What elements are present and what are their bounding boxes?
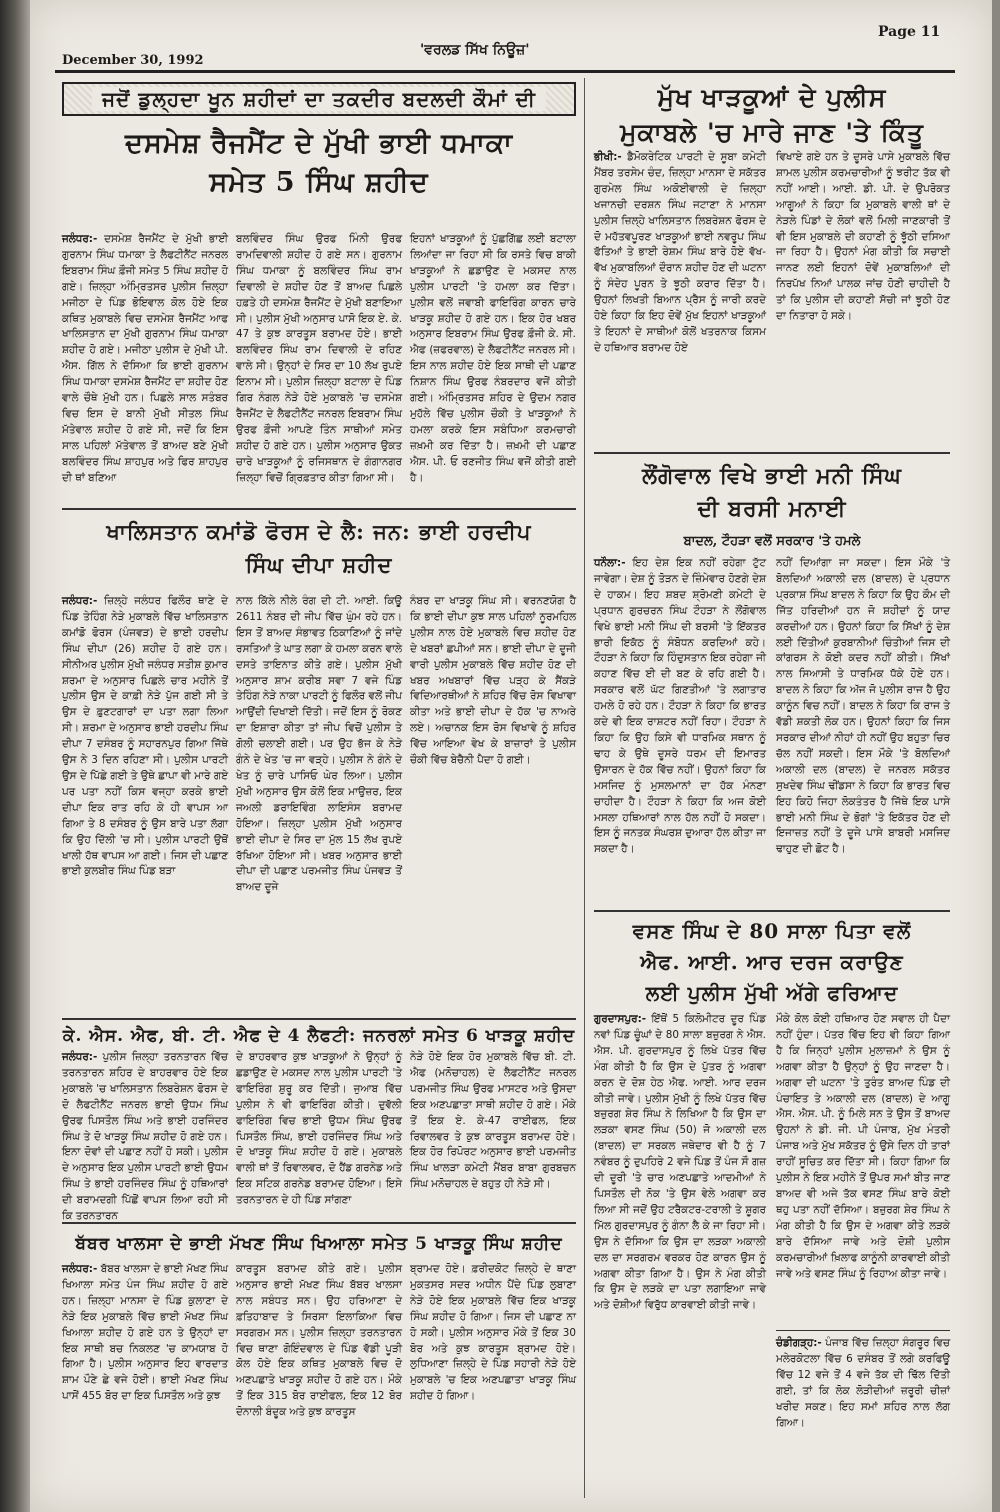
article-body: ਪੁਲੀਸ ਜ਼ਿਲ੍ਹਾ ਤਰਨਤਾਰਨ ਵਿੱਚ ਤਰਨਤਾਰਨ ਸ਼ਹਿਰ ਦੇ ਬਾਹਰਵਾਰ ਹੋਏ ਇਕ ਮੁਕਾਬਲੇ 'ਚ ਖਾਲਿਸਤਾਨ ਲਿਬਰੇਸ਼ਨ ਫੋਰਸ ਦੇ ਦੋ ਲੈਫਟੀਨੈਂਟ ਜਨਰਲ ਭਾਈ ਉਧਮ ਸਿੰਘ ਉਰਫ ਪਿਸਤੌਲ ਸਿੰਘ ਅਤੇ ਭਾਈ ਹਰਜਿੰਦਰ ਸਿੰਘ ਤੇ ਦੋ ਖਾੜਕੂ ਸਿੰਘ ਸ਼ਹੀਦ ਹੋ ਗਏ ਹਨ। ਇਨਾ ਦੋਵਾਂ ਦੀ ਪਛਾਣ ਨਹੀਂ ਹੋ ਸਕੀ। ਪੁਲੀਸ ਦੇ ਅਨੁਸਾਰ ਇਕ ਪੁਲੀਸ ਪਾਰਟੀ ਭਾਈ ਉਧਮ ਸਿੰਘ ਤੇ ਭਾਈ ਹਰਜਿੰਦਰ ਸਿੰਘ ਨੂੰ ਹਥਿਆਰਾਂ ਦੀ ਬਰਾਮਦਗੀ ਪਿੱਛੋਂ ਵਾਪਸ ਲਿਆ ਰਹੀ ਸੀ ਕਿ ਤਰਨਤਾਰਨ bbox=[62, 1051, 228, 1223]
article-body: ਬ੍ਰਾਮਦ ਹੋਏ। ਫ਼ਰੀਦਕੋਟ ਜ਼ਿਲ੍ਹੇ ਦੇ ਥਾਣਾ ਮੁਕਤਸਰ ਸਦਰ ਅਧੀਨ ਪੈਂਦੇ ਪਿੰਡ ਲੁਬਾਣਾ ਨੇੜੇ ਹੋਏ ਇਕ ਮੁਕਾਬਲੇ ਵਿੱਚ ਇਕ ਖਾੜਕੂ ਸਿੰਘ ਸ਼ਹੀਦ ਹੋ ਗਿਆ। ਜਿਸ ਦੀ ਪਛਾਣ ਨਾ ਹੋ ਸਕੀ। ਪੁਲੀਸ ਅਨੁਸਾਰ ਮੌਕੇ ਤੋਂ ਇਕ 30 ਬੋਰ ਅਤੇ ਕੁਝ ਕਾਰਤੂਸ ਬ੍ਰਾਮਦ ਹੋਏ। ਲੁਧਿਆਣਾ ਜ਼ਿਲ੍ਹੇ ਦੇ ਪਿੰਡ ਸਹਾਰੀ ਨੇੜੇ ਹੋਏ ਮੁਕਾਬਲੇ 'ਚ ਇਕ ਅਣਪਛਾਤਾ ਖਾੜਕੂ ਸਿੰਘ ਸ਼ਹੀਦ ਹੋ ਗਿਆ। bbox=[410, 1263, 576, 1403]
article-column bbox=[594, 150, 766, 480]
dateline: ਜਲੰਧਰ:- bbox=[62, 595, 98, 607]
dateline: ਧਨੌਲਾ:- bbox=[594, 557, 626, 569]
headline-line: ਲੌਂਗੋਵਾਲ ਵਿਖੇ ਭਾਈ ਮਨੀ ਸਿੰਘ bbox=[642, 463, 902, 489]
section-rule bbox=[594, 452, 950, 454]
article-body: ਵਿਖਾਏ ਗਏ ਹਨ ਤੇ ਦੂਸਰੇ ਪਾਸੇ ਮੁਕਾਬਲੇ ਵਿੱਚ ਸ਼ਾਮਲ ਪੁਲੀਸ ਕਰਮਚਾਰੀਆਂ ਨੂੰ ਝਰੀਟ ਤੱਕ ਵੀ ਨਹੀਂ ਆਈ। ਆਈ. ਡੀ. ਪੀ. ਦੇ ਉਪਰੋਕਤ ਆਗੂਆਂ ਨੇ ਕਿਹਾ ਕਿ ਮੁਕਾਬਲੇ ਵਾਲੀ ਥਾਂ ਦੇ ਨੇੜਲੇ ਪਿੰਡਾਂ ਦੇ ਲੋਕਾਂ ਵਲੋਂ ਮਿਲੀ ਜਾਣਕਾਰੀ ਤੋਂ ਵੀ ਇਸ ਮੁਕਾਬਲੇ ਦੀ ਕਹਾਣੀ ਨੂੰ ਝੂੱਠੀ ਦਸਿਆ ਜਾ ਰਿਹਾ ਹੈ। ਉਹਨਾਂ ਮੰਗ ਕੀਤੀ ਕਿ ਸਚਾਈ ਜਾਨਣ ਲਈ ਇਹਨਾਂ ਦੋਵੇਂ ਮੁਕਾਬਲਿਆਂ ਦੀ ਨਿਰਪੱਖ ਨਿਆਂ ਪਾਲਕ ਜਾਂਚ ਹੋਣੀ ਚਾਹੀਦੀ ਹੈ ਤਾਂ ਕਿ ਪੁਲੀਸ ਦੀ ਕਹਾਣੀ ਸੱਚੀ ਜਾਂ ਝੂਠੀ ਹੋਣ ਦਾ ਨਿਤਾਰਾ ਹੋ ਸਕੇ। bbox=[776, 151, 950, 323]
article-column bbox=[62, 1262, 228, 1472]
article-column bbox=[236, 1262, 402, 1472]
article-subheadline: ਬਾਦਲ, ਟੌਹੜਾ ਵਲੋਂ ਸਰਕਾਰ 'ਤੇ ਹਮਲੇ bbox=[683, 534, 861, 549]
binding-edge bbox=[0, 0, 30, 1512]
article-body: ਦੇ ਬਾਹਰਵਾਰ ਕੁਝ ਖਾੜਕੂਆਂ ਨੇ ਉਨ੍ਹਾਂ ਨੂੰ ਛਡਾਉਣ ਦੇ ਮਕਸਦ ਨਾਲ ਪੁਲੀਸ ਪਾਰਟੀ 'ਤੇ ਫਾਇਰਿੰਗ ਸ਼ੁਰੂ ਕਰ ਦਿੱਤੀ। ਜੁਆਬ ਵਿੱਚ ਪੁਲੀਸ ਨੇ ਵੀ ਫਾਇਰਿੰਗ ਕੀਤੀ। ਦੁਵੱਲੀ ਫਾਇਰਿੰਗ ਵਿਚ ਭਾਈ ਉਧਮ ਸਿੰਘ ਉਰਫ ਪਿਸਤੌਲ ਸਿੰਘ, ਭਾਈ ਹਰਜਿੰਦਰ ਸਿੰਘ ਅਤੇ ਦੋ ਖਾੜਕੂ ਸਿੰਘ ਸ਼ਹੀਦ ਹੋ ਗਏ। ਮੁਕਾਬਲੇ ਵਾਲੀ ਥਾਂ ਤੋਂ ਰਿਵਾਲਵਰ, ਦੋ ਹੈਂਡ ਗਰਨੇਡ ਅਤੇ ਇਕ ਸਟਿਕ ਗਰਨੇਡ ਬਰਾਮਦ ਹੋਇਆ। ਇਸੇ ਤਰਨਤਾਰਨ ਦੇ ਹੀ ਪਿੰਡ ਸਾਂਗਣਾ bbox=[236, 1051, 402, 1207]
article-headline bbox=[62, 124, 576, 202]
article-column bbox=[62, 1050, 228, 1223]
article-body: ਬੱਬਰ ਖਾਲਸਾ ਦੇ ਭਾਈ ਮੱਖਣ ਸਿੰਘ ਖਿਆਲਾ ਸਮੇਤ ਪੰਜ ਸਿੰਘ ਸ਼ਹੀਦ ਹੋ ਗਏ ਹਨ। ਜ਼ਿਲ੍ਹਾ ਮਾਨਸਾ ਦੇ ਪਿੰਡ ਕੁਲਾਣਾ ਦੇ ਨੇੜੇ ਇਕ ਮੁਕਾਬਲੇ ਵਿੱਚ ਭਾਈ ਮੱਖਣ ਸਿੰਘ ਖਿਆਲਾ ਸ਼ਹੀਦ ਹੋ ਗਏ ਹਨ ਤੇ ਉਨ੍ਹਾਂ ਦਾ ਇਕ ਸਾਥੀ ਬਚ ਨਿਕਲਣ 'ਚ ਕਾਮਯਾਬ ਹੋ ਗਿਆ ਹੈ। ਪੁਲੀਸ ਅਨੁਸਾਰ ਇਹ ਵਾਰਦਾਤ ਸ਼ਾਮ ਪੌਣੇ ਛੇ ਵਜੇ ਹੋਈ। ਭਾਈ ਮੱਖਣ ਸਿੰਘ ਪਾਸੋਂ 455 ਬੋਰ ਦਾ ਇਕ ਪਿਸਤੌਲ ਅਤੇ ਕੁਝ bbox=[62, 1263, 228, 1403]
article-headline: ਕੇ. ਐਸ. ਐਫ, ਬੀ. ਟੀ. ਐਫ ਦੇ 4 ਲੈਫਟੀ: ਜਨਰਲਾਂ ਸਮੇਤ 6 ਖਾੜਕੂ ਸ਼ਹੀਦ bbox=[62, 1026, 576, 1046]
headline-line: ਦੀ ਬਰਸੀ ਮਨਾਈ bbox=[697, 496, 847, 522]
article-body: ਕਾਰਤੂਸ ਬਰਾਮਦ ਕੀਤੇ ਗਏ। ਪੁਲੀਸ ਅਨੁਸਾਰ ਭਾਈ ਮੱਖਣ ਸਿੰਘ ਬੱਬਰ ਖਾਲਸਾ ਨਾਲ ਸਬੰਧਤ ਸਨ। ਉਹ ਹਰਿਆਣਾ ਦੇ ਫ਼ਤਿਹਾਬਾਦ ਤੇ ਸਿਰਸਾ ਇਲਾਕਿਆ ਵਿਚ ਸਰਗਰਮ ਸਨ। ਪੁਲੀਸ ਜ਼ਿਲ੍ਹਾ ਤਰਨਤਾਰਨ ਵਿਚ ਥਾਣਾ ਗੋਇੰਦਵਾਲ ਦੇ ਪਿੰਡ ਵੱਡੀ ਪੂੜੀ ਕੋਲ ਹੋਏ ਇਕ ਕਥਿਤ ਮੁਕਾਬਲੇ ਵਿਚ ਦੋ ਅਣਪਛਾਤੇ ਖਾੜਕੂ ਸ਼ਹੀਦ ਹੋ ਗਏ ਹਨ। ਮੌਕੇ ਤੋਂ ਇਕ 315 ਬੋਰ ਰਾਈਫਲ, ਇਕ 12 ਬੋਰ ਦੋਨਾਲੀ ਬੰਦੂਕ ਅਤੇ ਕੁਝ ਕਾਰਤੂਸ bbox=[236, 1263, 402, 1419]
section-banner bbox=[62, 82, 576, 116]
article-headline: ਬੱਬਰ ਖਾਲਸਾ ਦੇ ਭਾਈ ਮੱਖਣ ਸਿੰਘ ਖਿਆਲਾ ਸਮੇਤ 5 ਖਾੜਕੂ ਸਿੰਘ ਸ਼ਹੀਦ bbox=[75, 1234, 563, 1254]
article-body: ਇੱਥੋਂ 5 ਕਿਲੋਮੀਟਰ ਦੂਰ ਪਿੰਡ ਨਵਾਂ ਪਿੰਡ ਚੂੰਘਾਂ ਦੇ 80 ਸਾਲਾ ਬਜ਼ੁਰਗ ਨੇ ਐਸ. ਐਸ. ਪੀ. ਗੁਰਦਾਸਪੁਰ ਨੂੰ ਲਿਖੇ ਪੱਤਰ ਵਿੱਚ ਮੰਗ ਕੀਤੀ ਹੈ ਕਿ ਉਸ ਦੇ ਪੁੱਤਰ ਨੂੰ ਅਗਵਾ ਕਰਨ ਦੇ ਦੋਸ਼ ਹੇਠ ਐਫ. ਆਈ. ਆਰ ਦਰਜ ਕੀਤੀ ਜਾਵੇ। ਪੁਲੀਸ ਮੁੱਖੀ ਨੂੰ ਲਿਖੇ ਪੱਤਰ ਵਿੱਚ ਬਜ਼ੁਰਗ ਸ਼ੇਰ ਸਿੰਘ ਨੇ ਲਿਖਿਆ ਹੈ ਕਿ ਉਸ ਦਾ ਲੜਕਾ ਵਸਣ ਸਿੰਘ (50) ਜੋ ਅਕਾਲੀ ਦਲ (ਬਾਦਲ) ਦਾ ਸਰਕਲ ਜਥੇਦਾਰ ਵੀ ਹੈ ਨੂੰ 7 ਨਵੰਬਰ ਨੂੰ ਦੁਪਹਿਰੇ 2 ਵਜੇ ਪਿੰਡ ਤੋਂ ਪੰਜ ਸੌ ਗਜ਼ ਦੀ ਦੂਰੀ 'ਤੇ ਚਾਰ ਅਣਪਛਾਤੇ ਆਦਮੀਆਂ ਨੇ ਪਿਸਤੌਲ ਦੀ ਨੋਕ 'ਤੇ ਉਸ ਵੇਲੇ ਅਗਵਾ ਕਰ ਲਿਆ ਸੀ ਜਦੋਂ ਉਹ ਟਰੈਕਟਰ-ਟਰਾਲੀ ਤੇ ਸ਼ੂਗਰ ਮਿੱਲ ਗੁਰਦਾਸਪੁਰ ਨੂੰ ਗੰਨਾ ਲੈ ਕੇ ਜਾ ਰਿਹਾ ਸੀ। ਉਸ ਨੇ ਦੱਸਿਆ ਕਿ ਉਸ ਦਾ ਲੜਕਾ ਅਕਾਲੀ ਦਲ ਦਾ ਸਰਗਰਮ ਵਰਕਰ ਹੋਣ ਕਾਰਨ ਉਸ ਨੂੰ ਅਗਵਾ ਕੀਤਾ ਗਿਆ ਹੈ। ਉਸ ਨੇ ਮੰਗ ਕੀਤੀ ਕਿ ਉਸ ਦੇ ਲੜਕੇ ਦਾ ਪਤਾ ਲਗਾਇਆ ਜਾਵੇ ਅਤੇ ਦੋਸ਼ੀਆਂ ਵਿਰੁੱਧ ਕਾਰਵਾਈ ਕੀਤੀ ਜਾਵੇ। bbox=[594, 1013, 766, 1312]
article-column bbox=[62, 594, 228, 1012]
header-rule bbox=[55, 70, 955, 73]
article-column bbox=[594, 556, 766, 906]
dateline: ਜਲੰਧਰ:- bbox=[62, 233, 98, 245]
article-column bbox=[62, 232, 228, 502]
article-column bbox=[776, 150, 950, 480]
headline-line: ਲਈ ਪੁਲੀਸ ਮੁੱਖੀ ਅੱਗੇ ਫਰਿਆਦ bbox=[645, 981, 899, 1005]
section-rule bbox=[62, 1018, 576, 1020]
article-column bbox=[236, 594, 402, 1012]
section-rule bbox=[776, 1330, 950, 1331]
article-body: ਨੰਬਰ ਦਾ ਖਾੜਕੂ ਸਿੰਘ ਸੀ। ਵਰਨਣਯੋਗ ਹੈ ਕਿ ਭਾਈ ਦੀਪਾ ਕੁਝ ਸਾਲ ਪਹਿਲਾਂ ਨੂਰਮਹਿਲ ਪੁਲੀਸ ਨਾਲ ਹੋਏ ਮੁਕਾਬਲੇ ਵਿਚ ਸ਼ਹੀਦ ਹੋਣ ਦੇ ਖਬਰਾਂ ਛਪੀਆਂ ਸਨ। ਭਾਈ ਦੀਪਾ ਦੇ ਦੂਜੀ ਵਾਰੀ ਪੁਲੀਸ ਮੁਕਾਬਲੇ ਵਿੱਚ ਸ਼ਹੀਦ ਹੋਣ ਦੀ ਖਬਰ ਅਖਬਾਰਾਂ ਵਿੱਚ ਪੜ੍ਹ ਕੇ ਸੈਂਕੜੇ ਵਿਦਿਆਰਥੀਆਂ ਨੇ ਸ਼ਹਿਰ ਵਿੱਚ ਰੋਸ ਵਿਖਾਵਾ ਕੀਤਾ ਅਤੇ ਭਾਈ ਦੀਪਾ ਦੇ ਹੱਕ 'ਚ ਨਾਅਰੇ ਲਏ। ਅਚਾਨਕ ਇਸ ਰੋਸ ਵਿਖਾਵੇ ਨੂੰ ਸ਼ਹਿਰ ਵਿੱਚ ਆਇਆ ਵੇਖ ਕੇ ਬਾਜ਼ਾਰਾਂ ਤੇ ਪੁਲੀਸ ਚੌਕੀ ਵਿੱਚ ਬੇਚੈਨੀ ਪੈਦਾ ਹੋ ਗਈ। bbox=[410, 595, 576, 767]
article-headline bbox=[594, 916, 950, 1009]
article-body: ਡੈਮੋਕਰੇਟਿਕ ਪਾਰਟੀ ਦੇ ਸੂਬਾ ਕਮੇਟੀ ਮੈਂਬਰ ਤਰਸੇਮ ਚੰਦ, ਜ਼ਿਲ੍ਹਾ ਮਾਨਸਾ ਦੇ ਸਕੱਤਰ ਗੁਰਮੇਲ ਸਿੰਘ ਅਕੋਈਵਾਲੀ ਦੇ ਜ਼ਿਲ੍ਹਾ ਖਜਾਨਚੀ ਦਰਸ਼ਨ ਸਿੰਘ ਜਟਾਣਾ ਨੇ ਮਾਨਸਾ ਪੁਲੀਸ ਜ਼ਿਲ੍ਹੇ ਖਾਲਿਸਤਾਨ ਲਿਬਰੇਸ਼ਨ ਫੋਰਸ ਦੇ ਦੋ ਮਹੱਤਵਪੂਰਣ ਖਾੜਕੂਆਂ ਭਾਈ ਨਵਰੂਪ ਸਿੰਘ ਫੱਤਿਆਂ ਤੇ ਭਾਈ ਰੇਸ਼ਮ ਸਿੰਘ ਬਾਰੇ ਹੋਏ ਵੱਖ-ਵੱਖ ਮੁਕਾਬਲਿਆਂ ਦੌਰਾਨ ਸ਼ਹੀਦ ਹੋਣ ਦੀ ਘਟਨਾ ਨੂੰ ਸੰਦੇਹ ਪੂਰਨ ਤੇ ਝੂਠੀ ਕਰਾਰ ਦਿੱਤਾ ਹੈ। ਉਹਨਾਂ ਲਿਖਤੀ ਬਿਆਨ ਪ੍ਰੈਸ ਨੂੰ ਜਾਰੀ ਕਰਦੇ ਹੋਏ ਕਿਹਾ ਕਿ ਇਹ ਦੋਵੇਂ ਮੁੱਖ ਇਹਨਾਂ ਖਾੜਕੂਆਂ ਤੇ ਇਹਨਾਂ ਦੇ ਸਾਥੀਆਂ ਕੋਲੋਂ ਖਤਰਨਾਕ ਕਿਸਮ ਦੇ ਹਥਿਆਰ ਬਰਾਮਦ ਹੋਏ bbox=[594, 151, 766, 354]
article-headline bbox=[62, 516, 576, 581]
article-column bbox=[410, 232, 576, 502]
headline-line: ਸਿੰਘ ਦੀਪਾ ਸ਼ਹੀਦ bbox=[245, 551, 393, 577]
article-body: ਨਹੀਂ ਦਿਆਂਗਾ ਜਾ ਸਕਦਾ। ਇਸ ਮੌਕੇ 'ਤੇ ਬੋਲਦਿਆਂ ਅਕਾਲੀ ਦਲ (ਬਾਦਲ) ਦੇ ਪ੍ਰਧਾਨ ਪ੍ਰਕਾਸ਼ ਸਿੰਘ ਬਾਦਲ ਨੇ ਕਿਹਾ ਕਿ ਉਹ ਕੌਮ ਦੀ ਜਿੱਤ ਹਰਿਦੀਆਂ ਹਨ ਜੋ ਸ਼ਹੀਦਾਂ ਨੂੰ ਯਾਦ ਕਰਦੀਆਂ ਹਨ। ਉਹਨਾਂ ਕਿਹਾ ਕਿ ਸਿੱਖਾਂ ਨੂੰ ਦੇਸ਼ ਲਈ ਦਿੱਤੀਆਂ ਕੁਰਬਾਨੀਆਂ ਚਿੰਤੀਆਂ ਜਿਸ ਦੀ ਕਾਂਗਰਸ ਨੇ ਕੋਈ ਕਦਰ ਨਹੀਂ ਕੀਤੀ। ਸਿੱਖਾਂ ਨਾਲ ਸਿਆਸੀ ਤੇ ਧਾਰਮਿਕ ਧੱਕੇ ਹੋਏ ਹਨ। ਬਾਦਲ ਨੇ ਕਿਹਾ ਕਿ ਅੱਜ ਜੋ ਪੁਲੀਸ ਰਾਜ ਹੈ ਉਹ ਕਾਨੂੰਨ ਵਿਚ ਨਹੀਂ। ਬਾਦਲ ਨੇ ਕਿਹਾ ਕਿ ਰਾਜ ਤੇ ਵੱਡੀ ਸ਼ਕਤੀ ਲੋਕ ਹਨ। ਉਹਨਾਂ ਕਿਹਾ ਕਿ ਜਿਸ ਸਰਕਾਰ ਦੀਆਂ ਨੀਹਾਂ ਹੀ ਨਹੀਂ ਉਹ ਬਹੁਤਾ ਚਿਰ ਚੱਲ ਨਹੀਂ ਸਕਦੀ। ਇਸ ਮੌਕੇ 'ਤੇ ਬੋਲਦਿਆਂ ਅਕਾਲੀ ਦਲ (ਬਾਦਲ) ਦੇ ਜਨਰਲ ਸਕੱਤਰ ਸੁਖਦੇਵ ਸਿੰਘ ਢੀਂਡਸਾ ਨੇ ਕਿਹਾ ਕਿ ਭਾਰਤ ਵਿਚ ਇਹ ਕਿਹੋ ਜਿਹਾ ਲੋਕਤੰਤਰ ਹੈ ਜਿੱਥੇ ਇਕ ਪਾਸੇ ਭਾਈ ਮਨੀ ਸਿੰਘ ਦੇ ਭੋਗਾਂ 'ਤੇ ਇਕੱਤਰ ਹੋਣ ਦੀ ਇਜਾਜ਼ਤ ਨਹੀਂ ਤੇ ਦੂਜੇ ਪਾਸੇ ਬਾਬਰੀ ਮਸਜਿਦ ਢਾਹੁਣ ਦੀ ਛੋਟ ਹੈ। bbox=[776, 557, 950, 856]
headline-line: ਸਮੇਤ 5 ਸਿੰਘ ਸ਼ਹੀਦ bbox=[209, 167, 429, 199]
masthead-title: 'ਵਰਲਡ ਸਿੱਖ ਨਿਊਜ਼' bbox=[420, 42, 530, 58]
article-column bbox=[236, 1050, 402, 1210]
article-column bbox=[776, 1012, 950, 1324]
headline-line: ਮੁੱਖ ਖਾੜਕੂਆਂ ਦੇ ਪੁਲੀਸ bbox=[657, 83, 887, 112]
article-column bbox=[410, 1050, 576, 1210]
headline-line: ਵਸਣ ਸਿੰਘ ਦੇ 80 ਸਾਲਾ ਪਿਤਾ ਵਲੋਂ bbox=[632, 919, 912, 943]
dateline: ਜਲੰਧਰ:- bbox=[62, 1051, 98, 1063]
article-malerkotla-curfew bbox=[776, 1336, 950, 1472]
headline-line: ਮੁਕਾਬਲੇ 'ਚ ਮਾਰੇ ਜਾਣ 'ਤੇ ਕਿੰਤੂ bbox=[620, 118, 924, 147]
section-rule bbox=[594, 910, 950, 912]
headline-line: ਖਾਲਿਸਤਾਨ ਕਮਾਂਡੋ ਫੋਰਸ ਦੇ ਲੈ: ਜਨ: ਭਾਈ ਹਰਦੀਪ bbox=[106, 519, 532, 544]
article-column bbox=[236, 232, 402, 502]
dateline: ਚੰਡੀਗੜ੍ਹ:- bbox=[776, 1337, 822, 1349]
issue-date: December 30, 1992 bbox=[62, 53, 204, 68]
section-rule bbox=[62, 508, 576, 510]
article-column bbox=[410, 594, 576, 1012]
headline-line: ਐਫ. ਆਈ. ਆਰ ਦਰਜ ਕਰਾਉਣ bbox=[640, 950, 904, 974]
dateline: ਭੀਖੀ:- bbox=[594, 151, 622, 163]
article-column bbox=[410, 1262, 576, 1472]
article-body: ਨਾਲ ਕਿੱਲੇ ਨੀਲੇ ਰੰਗ ਦੀ ਟੀ. ਆਈ. ਕਿਊ 2611 ਨੰਬਰ ਦੀ ਜੀਪ ਵਿੱਚ ਘੁੰਮ ਰਹੇ ਹਨ। ਇਸ ਤੋਂ ਬਾਅਦ ਸੰਭਾਵਤ ਠਿਕਾਣਿਆਂ ਨੂੰ ਜਾਂਦੇ ਰਸਤਿਆਂ ਤੇ ਘਾਤ ਲਗਾ ਕੇ ਹਮਲਾ ਕਰਨ ਵਾਲੇ ਦਸਤੇ ਤਾਇਨਾਤ ਕੀਤੇ ਗਏ। ਪੁਲੀਸ ਮੁੱਖੀ ਅਨੁਸਾਰ ਸ਼ਾਮ ਕਰੀਬ ਸਵਾ 7 ਵਜੇ ਪਿੰਡ ਤੇਹਿੰਗ ਨੇੜੇ ਨਾਕਾ ਪਾਰਟੀ ਨੂੰ ਫਿਲੌਰ ਵਲੋਂ ਜੀਪ ਆਉਂਦੀ ਦਿਖਾਈ ਦਿੱਤੀ। ਜਦੋਂ ਇਸ ਨੂੰ ਰੋਕਣ ਦਾ ਇਸ਼ਾਰਾ ਕੀਤਾ ਤਾਂ ਜੀਪ ਵਿਚੋਂ ਪੁਲੀਸ ਤੇ ਗੋਲੀ ਚਲਾਈ ਗਈ। ਪਰ ਉਹ ਭੱਜ ਕੇ ਨੇੜੇ ਗੰਨੇ ਦੇ ਖੇਤ 'ਚ ਜਾ ਵੜ੍ਹੇ। ਪੁਲੀਸ ਨੇ ਗੰਨੇ ਦੇ ਖੇਤ ਨੂੰ ਚਾਰੇ ਪਾਸਿਓ ਘੇਰ ਲਿਆ। ਪੁਲੀਸ ਮੁੱਖੀ ਅਨੁਸਾਰ ਉਸ ਕੋਲੋਂ ਇਕ ਮਾਉਜ਼ਰ, ਇਕ ਜਅਲੀ ਡਰਾਇਵਿੰਗ ਲਾਇਸੰਸ ਬਰਾਮਦ ਹੋਇਆ। ਜ਼ਿਲ੍ਹਾ ਪੁਲੀਸ ਮੁੱਖੀ ਅਨੁਸਾਰ ਭਾਈ ਦੀਪਾ ਦੇ ਸਿਰ ਦਾ ਮੁੱਲ 15 ਲੱਖ ਰੁਪਏ ਰੱਖਿਆ ਹੋਇਆ ਸੀ। ਖਬਰ ਅਨੁਸਾਰ ਭਾਈ ਦੀਪਾ ਦੀ ਪਛਾਣ ਪਰਮਜੀਤ ਸਿੰਘ ਪੰਜਵੜ ਤੋਂ ਬਾਅਦ ਦੂਜੇ bbox=[236, 595, 402, 894]
article-headline bbox=[594, 80, 950, 150]
banner-text: ਜਦੋਂ ਡੁਲ੍ਹਦਾ ਖੂਨ ਸ਼ਹੀਦਾਂ ਦਾ ਤਕਦੀਰ ਬਦਲਦੀ ਕੌਮਾਂ ਦੀ bbox=[92, 87, 546, 111]
article-column bbox=[594, 1012, 766, 1472]
article-body: ਨੇੜੇ ਹੋਏ ਇਕ ਹੋਰ ਮੁਕਾਬਲੇ ਵਿੱਚ ਬੀ. ਟੀ. ਐਫ (ਮਨੋਚਾਹਲ) ਦੇ ਲੈਫਟੀਨੈਂਟ ਜਨਰਲ ਪਰਮਜੀਤ ਸਿੰਘ ਉਰਫ ਮਾਸਟਰ ਅਤੇ ਉਸਦਾ ਇਕ ਅਣਪਛਾਤਾ ਸਾਥੀ ਸ਼ਹੀਦ ਹੋ ਗਏ। ਮੌਕੇ ਤੋਂ ਇਕ ਏ. ਕੇ-47 ਰਾਈਫਲ, ਇਕ ਰਿਵਾਲਵਰ ਤੇ ਕੁਝ ਕਾਰਤੂਸ ਬਰਾਮਦ ਹੋਏ। ਇਕ ਹੋਰ ਰਿਪੋਰਟ ਅਨੁਸਾਰ ਭਾਈ ਪਰਮਜੀਤ ਸਿੰਘ ਖਾਲੜਾ ਕਮੇਟੀ ਮੈਂਬਰ ਬਾਬਾ ਗੁਰਬਚਨ ਸਿੰਘ ਮਨੋਚਾਹਲ ਦੇ ਬਹੁਤ ਹੀ ਨੇੜੇ ਸੀ। bbox=[410, 1051, 576, 1191]
article-body: ਮੌਕੇ ਕੋਲ ਕੋਈ ਹਥਿਆਰ ਹੋਣ ਸਵਾਲ ਹੀ ਪੈਦਾ ਨਹੀਂ ਹੁੰਦਾ। ਪੱਤਰ ਵਿੱਚ ਇਹ ਵੀ ਕਿਹਾ ਗਿਆ ਹੈ ਕਿ ਜਿਨ੍ਹਾਂ ਪੁਲੀਸ ਮੁਲਾਜ਼ਮਾਂ ਨੇ ਉਸ ਨੂੰ ਅਗਵਾ ਕੀਤਾ ਹੈ ਉਨ੍ਹਾਂ ਨੂੰ ਉਹ ਜਾਣਦਾ ਹੈ। ਅਗਵਾ ਦੀ ਘਟਨਾ 'ਤੇ ਤੁਰੰਤ ਬਾਅਦ ਪਿੰਡ ਦੀ ਪੰਚਾਇਤ ਤੇ ਅਕਾਲੀ ਦਲ (ਬਾਦਲ) ਦੇ ਆਗੂ ਐਸ. ਐਸ. ਪੀ. ਨੂੰ ਮਿਲੇ ਸਨ ਤੇ ਉਸ ਤੋਂ ਬਾਅਦ ਉਹਨਾਂ ਨੇ ਡੀ. ਜੀ. ਪੀ ਪੰਜਾਬ, ਮੁੱਖ ਮੰਤਰੀ ਪੰਜਾਬ ਅਤੇ ਮੁੱਖ ਸਕੱਤਰ ਨੂੰ ਉਸੇ ਦਿਨ ਹੀ ਤਾਰਾਂ ਰਾਹੀਂ ਸੂਚਿਤ ਕਰ ਦਿੱਤਾ ਸੀ। ਕਿਹਾ ਗਿਆ ਕਿ ਪੁਲੀਸ ਨੇ ਇਕ ਮਹੀਨੇ ਤੋਂ ਉਪਰ ਸਮਾਂ ਬੀਤ ਜਾਣ ਬਾਅਦ ਵੀ ਅਜੇ ਤੱਕ ਵਸਣ ਸਿੰਘ ਬਾਰੇ ਕੋਈ ਥਹੁ ਪਤਾ ਨਹੀਂ ਦੱਸਿਆ। ਬਜ਼ੁਰਗ ਸ਼ੇਰ ਸਿੰਘ ਨੇ ਮੰਗ ਕੀਤੀ ਹੈ ਕਿ ਉਸ ਦੇ ਅਗਵਾ ਕੀਤੇ ਲੜਕੇ ਬਾਰੇ ਦੱਸਿਆ ਜਾਵੇ ਅਤੇ ਦੋਸ਼ੀ ਪੁਲੀਸ ਕਰਮਚਾਰੀਆਂ ਖ਼ਿਲਾਫ ਕਾਨੂੰਨੀ ਕਾਰਵਾਈ ਕੀਤੀ ਜਾਵੇ ਅਤੇ ਵਸਣ ਸਿੰਘ ਨੂੰ ਰਿਹਾਅ ਕੀਤਾ ਜਾਵੇ। bbox=[776, 1013, 950, 1280]
article-body: ਇਹ ਦੇਸ਼ ਇਕ ਨਹੀਂ ਰਹੇਗਾ ਟੁੱਟ ਜਾਵੇਗਾ। ਦੇਸ਼ ਨੂੰ ਤੋੜਨ ਦੇ ਜ਼ਿੰਮੇਵਾਰ ਹੋਣਗੇ ਦੇਸ਼ ਦੇ ਹਾਕਮ। ਇਹ ਸ਼ਬਦ ਸ਼੍ਰੋਮਣੀ ਕਮੇਟੀ ਦੇ ਪ੍ਰਧਾਨ ਗੁਰਚਰਨ ਸਿੰਘ ਟੌਹੜਾ ਨੇ ਲੌਂਗੋਵਾਲ ਵਿਖੇ ਭਾਈ ਮਨੀ ਸਿੰਘ ਦੀ ਬਰਸੀ 'ਤੇ ਇੱਕਤਰ ਭਾਰੀ ਇਕੱਠ ਨੂੰ ਸੰਬੋਧਨ ਕਰਦਿਆਂ ਕਹੇ। ਟੌਹੜਾ ਨੇ ਕਿਹਾ ਕਿ ਹਿੰਦੁਸਤਾਨ ਇਕ ਰਹੇਗਾ ਜੀ ਕਹਾਣ ਵਿੱਚ ਈ ਦੀ ਬਣ ਕੇ ਰਹਿ ਗਈ ਹੈ। ਸਰਕਾਰ ਵਲੋਂ ਘੱਟ ਗਿਣਤੀਆਂ 'ਤੇ ਲਗਾਤਾਰ ਹਮਲੇ ਹੋ ਰਹੇ ਹਨ। ਟੌਹੜਾ ਨੇ ਕਿਹਾ ਕਿ ਭਾਰਤ ਕਦੇ ਵੀ ਇਕ ਰਾਸ਼ਟਰ ਨਹੀਂ ਰਿਹਾ। ਟੌਹੜਾ ਨੇ ਕਿਹਾ ਕਿ ਉਹ ਕਿਸੇ ਵੀ ਧਾਰਮਿਕ ਸਥਾਨ ਨੂੰ ਢਾਹ ਕੇ ਉਥੇ ਦੂਸਰੇ ਧਰਮ ਦੀ ਇਮਾਰਤ ਉਸਾਰਨ ਦੇ ਹੱਕ ਵਿੱਚ ਨਹੀਂ। ਉਹਨਾਂ ਕਿਹਾ ਕਿ ਮਸਜਿਦ ਨੂੰ ਮੁਸਲਮਾਨਾਂ ਦਾ ਹੱਕ ਮੰਨਣਾ ਚਾਹੀਦਾ ਹੈ। ਟੌਹੜਾ ਨੇ ਕਿਹਾ ਕਿ ਅਜ ਕੋਈ ਮਸਲਾ ਹਥਿਆਰਾਂ ਨਾਲ ਹੱਲ ਨਹੀਂ ਹੋ ਸਕਦਾ। ਇਸ ਨੂੰ ਜਨਤਕ ਸੰਘਰਸ਼ ਦੁਆਰਾ ਹੱਲ ਕੀਤਾ ਜਾ ਸਕਦਾ ਹੈ। bbox=[594, 557, 766, 856]
article-body: ਪੰਜਾਬ ਵਿੱਚ ਜ਼ਿਲ੍ਹਾ ਸੰਗਰੂਰ ਵਿਚ ਮਲੇਰਕੋਟਲਾ ਵਿੱਚ 6 ਦਸੰਬਰ ਤੋਂ ਲਗੇ ਕਰਫਿਊ ਵਿੱਚ 12 ਵਜੇ ਤੋਂ 4 ਵਜੇ ਤੱਕ ਦੀ ਢਿੱਲ ਦਿੱਤੀ ਗਈ, ਤਾਂ ਕਿ ਲੋਕ ਲੋੜੀਦੀਆਂ ਜ਼ਰੂਰੀ ਚੀਜ਼ਾਂ ਖਰੀਦ ਸਕਣ। ਇਹ ਸਮਾਂ ਸ਼ਹਿਰ ਨਾਲ ਲੱਗ ਗਿਆ। bbox=[776, 1337, 950, 1429]
article-body: ਇਹਨਾਂ ਖਾੜਕੂਆਂ ਨੂੰ ਪੁੱਛਗਿੱਛ ਲਈ ਬਟਾਲਾ ਲਿਆਂਦਾ ਜਾ ਰਿਹਾ ਸੀ ਕਿ ਰਸਤੇ ਵਿਚ ਬਾਕੀ ਖਾੜਕੂਆਂ ਨੇ ਛਡਾਉਣ ਦੇ ਮਕਸਦ ਨਾਲ ਪੁਲੀਸ ਪਾਰਟੀ 'ਤੇ ਹਮਲਾ ਕਰ ਦਿੱਤਾ। ਪੁਲੀਸ ਵਲੋਂ ਜਵਾਬੀ ਫਾਇਰਿੰਗ ਕਾਰਨ ਚਾਰੇ ਖਾੜਕੂ ਸ਼ਹੀਦ ਹੋ ਗਏ ਹਨ। ਇਕ ਹੋਰ ਖਬਰ ਅਨੁਸਾਰ ਇਬਰਾਮ ਸਿੰਘ ਉਰਫ ਫ਼ੌਜੀ ਕੇ. ਸੀ. ਐਫ (ਜ਼ਫਰਵਾਲ) ਦੇ ਲੈਫਟੀਨੈਂਟ ਜਨਰਲ ਸੀ। ਇਸ ਨਾਲ ਸ਼ਹੀਦ ਹੋਏ ਇਕ ਸਾਥੀ ਦੀ ਪਛਾਣ ਨਿਸ਼ਾਨ ਸਿੰਘ ਉਰਫ ਨੰਬਰਦਾਰ ਵਜੋਂ ਕੀਤੀ ਗਈ। ਅੰਮ੍ਰਿਤਸਰ ਸ਼ਹਿਰ ਦੇ ਉਦਮ ਨਗਰ ਮੁਹੱਲੇ ਵਿੱਚ ਪੁਲੀਸ ਚੌਕੀ ਤੇ ਖਾੜਕੂਆਂ ਨੇ ਹਮਲਾ ਕਰਕੇ ਇਸ ਸਬੰਧਿਆ ਕਰਮਚਾਰੀ ਜ਼ਖ਼ਮੀ ਕਰ ਦਿੱਤਾ ਹੈ। ਜ਼ਖ਼ਮੀ ਦੀ ਪਛਾਣ ਐਸ. ਪੀ. ਓ ਰਣਜੀਤ ਸਿੰਘ ਵਜੋਂ ਕੀਤੀ ਗਈ ਹੈ। bbox=[410, 233, 576, 484]
dateline: ਜਲੰਧਰ:- bbox=[62, 1263, 98, 1275]
headline-line: ਦਸਮੇਸ਼ ਰੈਜਮੈਂਟ ਦੇ ਮੁੱਖੀ ਭਾਈ ਧਮਾਕਾ bbox=[125, 128, 513, 159]
article-headline bbox=[594, 460, 950, 526]
section-rule bbox=[62, 1222, 576, 1224]
article-column bbox=[776, 556, 950, 906]
dateline: ਗੁਰਦਾਸਪੁਰ:- bbox=[594, 1013, 647, 1025]
article-body: ਦਸਮੇਸ਼ ਰੈਜਮੈਂਟ ਦੇ ਮੁੱਖੀ ਭਾਈ ਗੁਰਨਾਮ ਸਿੰਘ ਧਮਾਕਾ ਤੇ ਲੈਫਟੀਨੈਂਟ ਜਨਰਲ ਇਬਰਾਮ ਸਿੰਘ ਫ਼ੌਜੀ ਸਮੇਤ 5 ਸਿੰਘ ਸ਼ਹੀਦ ਹੋ ਗਏ। ਜ਼ਿਲ੍ਹਾ ਅੰਮ੍ਰਿਤਸਰ ਪੁਲੀਸ ਜ਼ਿਲ੍ਹਾ ਮਜੀਠਾ ਦੇ ਪਿੰਡ ਭੋਇਵਾਲ ਕੋਲ ਹੋਏ ਇਕ ਕਥਿਤ ਮੁਕਾਬਲੇ ਵਿਚ ਦਸਮੇਸ਼ ਰੈਜਮੈਂਟ ਆਫ ਖਾਲਿਸਤਾਨ ਦਾ ਮੁੱਖੀ ਗੁਰਨਾਮ ਸਿੰਘ ਧਮਾਕਾ ਸ਼ਹੀਦ ਹੋ ਗਏ। ਮਜੀਠਾ ਪੁਲੀਸ ਦੇ ਮੁੱਖੀ ਪੀ. ਐਸ. ਗਿੱਲ ਨੇ ਦੱਸਿਆ ਕਿ ਭਾਈ ਗੁਰਨਾਮ ਸਿੰਘ ਧਮਾਕਾ ਦਸਮੇਸ਼ ਰੈਜਮੈਂਟ ਦਾ ਸ਼ਹੀਦ ਹੋਣ ਵਾਲੇ ਚੌਥੇ ਮੁੱਖੀ ਹਨ। ਪਿਛਲੇ ਸਾਲ ਸਤੰਬਰ ਵਿਚ ਇਸ ਦੇ ਬਾਨੀ ਮੁੱਖੀ ਸੀਤਲ ਸਿੰਘ ਮੱਤੇਵਾਲ ਸ਼ਹੀਦ ਹੋ ਗਏ ਸੀ, ਜਦੋਂ ਕਿ ਇਸ ਸਾਲ ਪਹਿਲਾਂ ਮੱਤੇਵਾਲ ਤੋਂ ਬਾਅਦ ਬਣੇ ਮੁੱਖੀ ਬਲਵਿੰਦਰ ਸਿੰਘ ਸ਼ਾਹਪੁਰ ਅਤੇ ਫਿਰ ਸ਼ਾਹਪੁਰ ਦੀ ਥਾਂ ਬਣਿਆ bbox=[62, 233, 228, 484]
article-body: ਜ਼ਿਲ੍ਹੇ ਜਲੰਧਰ ਫਿਲੌਰ ਥਾਣੇ ਦੇ ਪਿੰਡ ਤੇਹਿੰਗ ਨੇੜੇ ਮੁਕਾਬਲੇ ਵਿੱਚ ਖਾਲਿਸਤਾਨ ਕਮਾਂਡੋ ਫੋਰਸ (ਪੰਜਵੜ) ਦੇ ਭਾਈ ਹਰਦੀਪ ਸਿੰਘ ਦੀਪਾ (26) ਸ਼ਹੀਦ ਹੋ ਗਏ ਹਨ। ਸੀਨੀਅਰ ਪੁਲੀਸ ਮੁੱਖੀ ਜਲੰਧਰ ਸਤੀਸ਼ ਕੁਮਾਰ ਸ਼ਰਮਾ ਦੇ ਅਨੁਸਾਰ ਪਿਛਲੇ ਚਾਰ ਮਹੀਨੇ ਤੋਂ ਪੁਲੀਸ ਉਸ ਦੇ ਕਾਫ਼ੀ ਨੇੜੇ ਪੁੱਜ ਗਈ ਸੀ ਤੇ ਉਸ ਦੇ ਫ਼ੁਣਟਗਾਰਾਂ ਦਾ ਪਤਾ ਲਗਾ ਲਿਆ ਸੀ। ਸ਼ਰਮਾ ਦੇ ਅਨੁਸਾਰ ਭਾਈ ਹਰਦੀਪ ਸਿੰਘ ਦੀਪਾ 7 ਦਸੰਬਰ ਨੂੰ ਸਹਾਰਨਪੁਰ ਗਿਆ ਜਿੱਥੇ ਉਸ ਨੇ 3 ਦਿਨ ਰਹਿਣਾ ਸੀ। ਪੁਲੀਸ ਪਾਰਟੀ ਉਸ ਦੇ ਪਿੱਛੇ ਗਈ ਤੇ ਉਥੇ ਛਾਪਾ ਵੀ ਮਾਰੇ ਗਏ ਪਰ ਪਤਾ ਨਹੀਂ ਕਿਸ ਵਜ੍ਹਾ ਕਰਕੇ ਭਾਈ ਦੀਪਾ ਇਕ ਰਾਤ ਰਹਿ ਕੇ ਹੀ ਵਾਪਸ ਆ ਗਿਆ ਤੇ 8 ਦਸੰਬਰ ਨੂੰ ਉਸ ਬਾਰੇ ਪਤਾ ਲੱਗਾ ਕਿ ਉਹ ਦਿੱਲੀ 'ਚ ਸੀ। ਪੁਲੀਸ ਪਾਰਟੀ ਉਥੋਂ ਖਾਲੀ ਹੱਥ ਵਾਪਸ ਆ ਗਈ। ਜਿਸ ਦੀ ਪਛਾਣ ਭਾਈ ਕੁਲਬੀਰ ਸਿੰਘ ਪਿੰਡ ਬੜਾ bbox=[62, 595, 228, 878]
article-body: ਬਲਵਿੰਦਰ ਸਿੰਘ ਉਰਫ ਮਿੰਨੀ ਉਰਫ ਰਾਮਦਿਵਾਲੀ ਸ਼ਹੀਦ ਹੋ ਗਏ ਸਨ। ਗੁਰਨਾਮ ਸਿੰਘ ਧਮਾਕਾ ਨੂੰ ਬਲਵਿੰਦਰ ਸਿੰਘ ਰਾਮ ਦਿਵਾਲੀ ਦੇ ਸ਼ਹੀਦ ਹੋਣ ਤੋਂ ਬਾਅਦ ਪਿਛਲੇ ਹਫ਼ਤੇ ਹੀ ਦਸਮੇਸ਼ ਰੈਜਮੈਂਟ ਦੇ ਮੁੱਖੀ ਬਣਾਇਆ ਸੀ। ਪੁਲੀਸ ਮੁੱਖੀ ਅਨੁਸਾਰ ਪਾਸੋ ਇਕ ਏ. ਕੇ. 47 ਤੇ ਕੁਝ ਕਾਰਤੂਸ ਬਰਾਮਦ ਹੋਏ। ਭਾਈ ਬਲਵਿੰਦਰ ਸਿੰਘ ਰਾਮ ਦਿਵਾਲੀ ਦੇ ਰਹਿਣ ਵਾਲੇ ਸੀ। ਉਨ੍ਹਾਂ ਦੇ ਸਿਰ ਦਾ 10 ਲੱਖ ਰੁਪਏ ਇਨਾਮ ਸੀ। ਪੁਲੀਸ ਜ਼ਿਲ੍ਹਾ ਬਟਾਲਾ ਦੇ ਪਿੰਡ ਗਿਰ ਨੰਗਲ ਨੇੜੇ ਹੋਏ ਮੁਕਾਬਲੇ 'ਚ ਦਸਮੇਸ਼ ਰੈਜਮੈਂਟ ਦੇ ਲੈਫਟੀਨੈਂਟ ਜਨਰਲ ਇਬਰਾਮ ਸਿੰਘ ਉਰਫ ਫ਼ੌਜੀ ਆਪਣੇ ਤਿੰਨ ਸਾਥੀਆਂ ਸਮੇਤ ਸ਼ਹੀਦ ਹੋ ਗਏ ਹਨ। ਪੁਲੀਸ ਅਨੁਸਾਰ ਉਕਤ ਚਾਰੇ ਖਾੜਕੂਆਂ ਨੂੰ ਰਜਿਸਥਾਨ ਦੇ ਗੰਗਾਨਗਰ ਜ਼ਿਲ੍ਹਾ ਵਿਚੋਂ ਗ੍ਰਿਫ਼ਤਾਰ ਕੀਤਾ ਗਿਆ ਸੀ। bbox=[236, 233, 402, 484]
page-number: Page 11 bbox=[878, 24, 941, 40]
column-divider bbox=[584, 78, 585, 1498]
